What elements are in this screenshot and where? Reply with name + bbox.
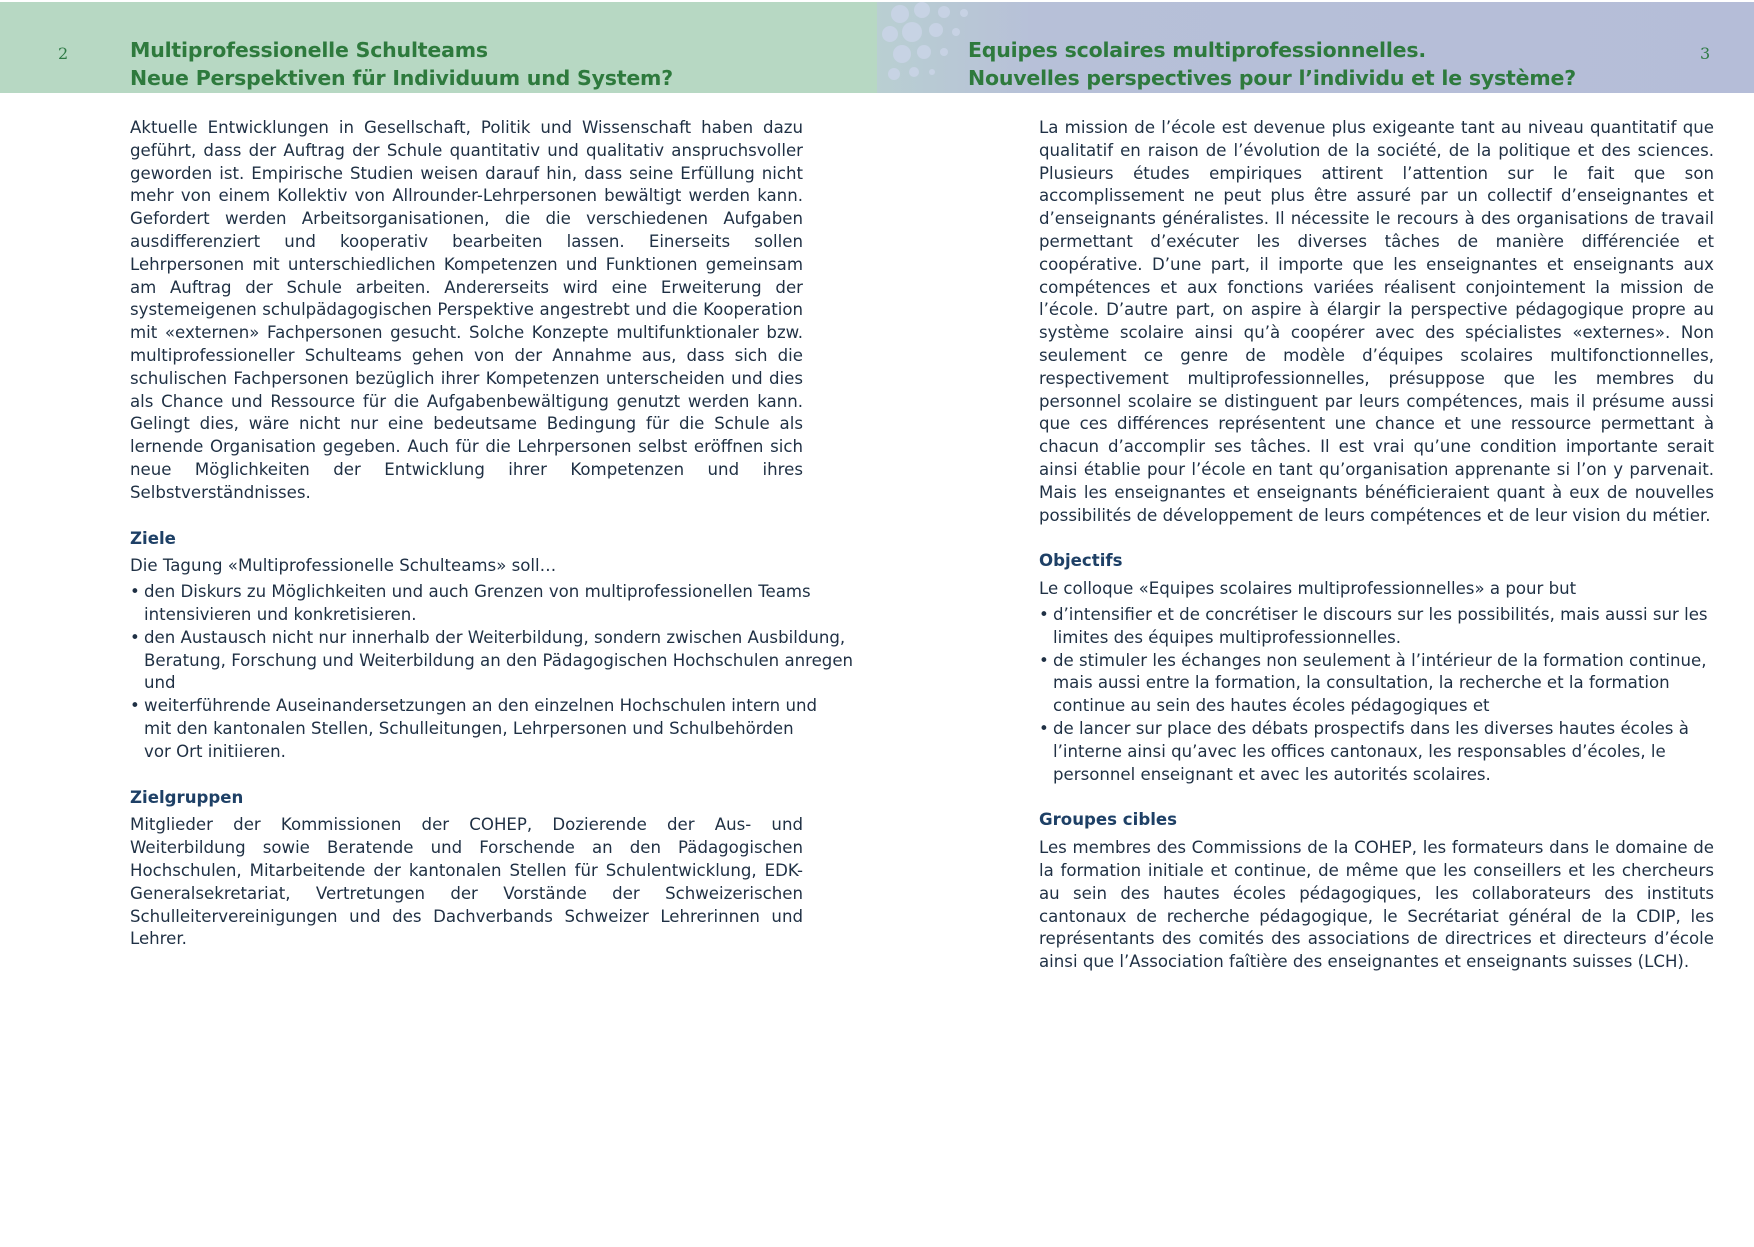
title-line-1: Equipes scolaires multiprofessionnelles. [968,38,1426,62]
page-number-left: 2 [58,44,69,63]
list-item-line: l’interne ainsi qu’avec les offices cantonaux, les responsables d’écoles, le [1053,741,1666,761]
title-line-1: Multiprofessionelle Schulteams [130,38,488,62]
list-item [1039,650,1714,718]
page-title-left [130,36,673,92]
intro-paragraph: Aktuelle Entwicklungen in Gesellschaft, Politik und Wissenschaft haben dazu geführt, dass der Auftrag der Schule quantitativ und qualitativ anspruchsvoller geworden ist. Empirische Studien weisen darauf hin, dass seine Erfüllung nicht mehr von einem Kollektiv von Allrounder-Lehrpersonen bewältigt werden kann. Gefordert werden Arbeitsorganisationen, die die verschiedenen Aufgaben ausdifferenziert und kooperativ bearbeiten lassen. Einerseits sollen Lehrpersonen mit unterschiedlichen Kompetenzen und Funktionen gemeinsam am Auftrag der Schule arbeiten. Andererseits wird eine Erweiterung der systemeigenen schulpädagogischen Perspektive angestrebt und die Kooperation mit «externen» Fachpersonen gesucht. Solche Konzepte multifunktionaler bzw. multiprofessioneller Schulteams gehen von der Annahme aus, dass sich die schulischen Fachpersonen bezüglich ihrer Kompetenzen unterscheiden und dies als Chance und Ressource für die Aufgabenbewältigung genutzt werden kann. Gelingt dies, wäre nicht nur eine bedeutsame Bedingung für die Schule als lernende Organisation gegeben. Auch für die Lehrpersonen selbst eröffnen sich neue Möglichkeiten der Entwicklung ihrer Kompetenzen und ihres Selbstverständnisses. [130,118,803,502]
intro-paragraph: La mission de l’école est devenue plus exigeante tant au niveau quantitatif que qualitatif en raison de l’évolution de la société, de la politique et des sciences. Plusieurs études empiriques attirent l’attention sur le fait que son accomplissement ne peut plus être assuré par un collectif d’enseignantes et d’enseignants généralistes. Il nécessite le recours à des organisations de travail permettant d’exécuter les diverses tâches de manière différenciée et coopérative. D’une part, il importe que les enseignantes et enseignants aux compétences et aux fonctions variées réalisent conjointement la mission de l’école. D’autre part, on aspire à élargir la perspective pédagogique propre au système scolaire ainsi qu’à coopérer avec des spécialistes «externes». Non seulement ce genre de modèle d’équipes scolaires multifonctionnelles, respectivement multiprofessionnelles, présuppose que les membres du personnel scolaire se distinguent par leurs compétences, mais il présume aussi que ces différences représentent une chance et une ressource permettant à chacun d’accomplir ses tâches. Il est vrai qu’une condition importante serait ainsi établie pour l’école en tant qu’organisation apprenante si l’on y parvenait. Mais les enseignantes et enseignants bénéficieraient quant à eux de nouvelles possibilités de développement de leurs compétences et de leur vision du métier. [1039,118,1714,525]
list-item-line: limites des équipes multiprofessionnelles. [1053,627,1402,647]
page-number-right: 3 [1700,44,1711,63]
list-item-line: Beratung, Forschung und Weiterbildung an den Pädagogischen Hochschulen anregen [144,650,854,670]
list-item-line: • d’intensifier et de concrétiser le discours sur les possibilités, mais aussi sur les [1053,604,1708,624]
title-line-2: Nouvelles perspectives pour l’individu et le système? [968,66,1576,90]
list-item-line: • de stimuler les échanges non seulement à l’intérieur de la formation continue, [1053,650,1707,670]
section-heading-goals: Ziele [130,528,176,548]
list-item [1039,718,1714,786]
target-groups-paragraph: Les membres des Commissions de la COHEP, les formateurs dans le domaine de la formation initiale et continue, de même que les conseillers et les chercheurs au sein des hautes écoles pédagogiques, les collaborateurs des instituts cantonaux de recherche pédagogique, le Secrétariat général de la CDIP, les représentants des comités des associations de directrices et directeurs d’école ainsi que l’Association faîtière des enseignantes et enseignants suisses (LCH). [1039,838,1714,972]
section-heading-goals: Objectifs [1039,551,1123,571]
left-page-body [130,117,854,951]
list-item [130,627,854,695]
list-item-line: personnel enseignant et avec les autorités scolaires. [1053,764,1491,784]
list-item-line: • den Austausch nicht nur innerhalb der Weiterbildung, sondern zwischen Ausbildung, [144,627,846,647]
list-item-line: vor Ort initiieren. [144,741,286,761]
page-title-right [968,36,1576,92]
list-item-line: mais aussi entre la formation, la consultation, la recherche et la formation [1053,673,1670,693]
list-item [130,581,811,627]
goals-list [130,581,854,763]
section-heading-target-groups: Groupes cibles [1039,810,1178,830]
list-item-line: • weiterführende Auseinandersetzungen an den einzelnen Hochschulen intern und [144,696,818,716]
section-heading-target-groups: Zielgruppen [130,787,244,807]
list-item [1039,604,1714,650]
list-item-line: mit den kantonalen Stellen, Schulleitungen, Lehrpersonen und Schulbehörden [144,718,794,738]
goals-lead: Le colloque «Equipes scolaires multiprofessionnelles» a pour but [1039,579,1577,599]
list-item-line: • den Diskurs zu Möglichkeiten und auch Grenzen von multiprofessionellen Teams [144,582,811,602]
target-groups-paragraph: Mitglieder der Kommissionen der COHEP, Dozierende der Aus- und Weiterbildung sowie Beratende und Forschende an den Pädagogischen Hochschulen, Mitarbeitende der kantonalen Stellen für Schulentwicklung, EDK-Generalsekretariat, Vertretungen der Vorstände der Schweizerischen Schulleitervereinigungen und des Dachverbands Schweizer Lehrerinnen und Lehrer. [130,815,803,949]
right-page-body [1039,117,1714,974]
list-item-line: intensivieren und konkretisieren. [144,604,417,624]
list-item-line: • de lancer sur place des débats prospectifs dans les diverses hautes écoles à [1053,718,1689,738]
list-item-line: continue au sein des hautes écoles pédagogiques et [1053,696,1490,716]
goals-lead: Die Tagung «Multiprofessionelle Schulteams» soll… [130,556,557,576]
title-line-2: Neue Perspektiven für Individuum und System? [130,66,673,90]
list-item-line: und [144,673,176,693]
goals-list [1039,604,1714,786]
list-item [130,695,818,763]
